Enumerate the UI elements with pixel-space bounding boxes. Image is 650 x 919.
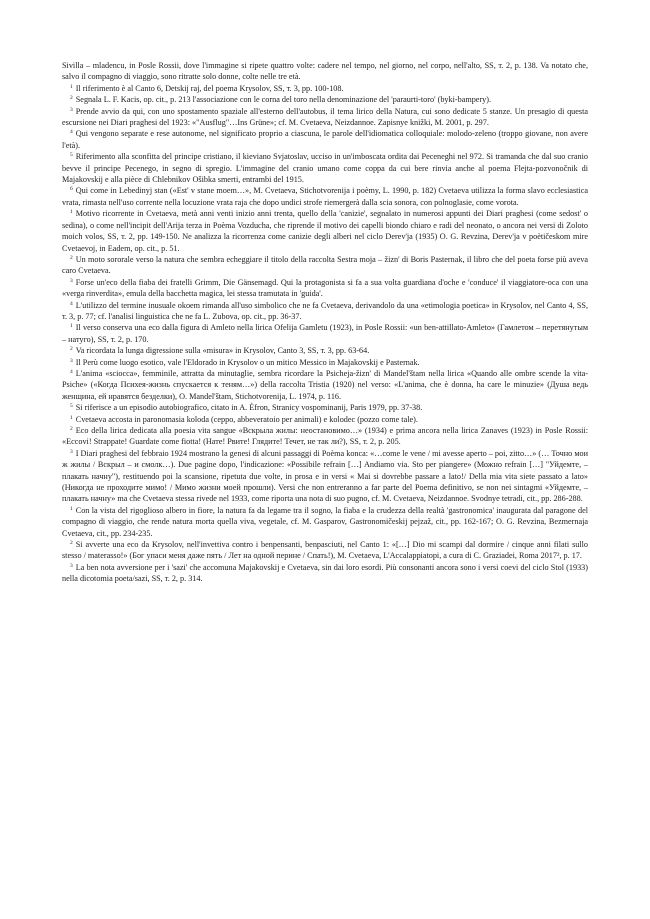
footnote-number: 3 <box>70 106 73 113</box>
footnote <box>62 208 588 254</box>
footnote-number: 6 <box>70 186 73 193</box>
footnote <box>62 151 588 185</box>
footnote <box>62 345 588 356</box>
footnote-text: Qui vengono separate e rese autonome, nel significato proprio a ciascuna, le parole dell'idiomatica colloquiale: molodo-zeleno (troppo giovane, non avere l'età). <box>62 129 588 150</box>
footnote <box>62 106 588 129</box>
footnote-number: 1 <box>70 83 73 90</box>
footnote-text: Prende avvio da qui, con uno spostamento spaziale all'esterno dell'autobus, il tema lirico della Natura, cui sono dedicate 5 stanze. Un presagio di questa escursione nei Diari praghesi del 1923: «"Ausflug"…Ins Grüne»; cf. M. Cvetaeva, Neizdannoe. Zapisnye knižki, M. 2001, p. 297. <box>62 106 588 128</box>
footnotes-page <box>62 60 588 585</box>
footnote-number: 5 <box>70 403 73 410</box>
footnote <box>62 357 588 368</box>
footnote-number: 2 <box>70 95 73 102</box>
footnote <box>62 185 588 208</box>
footnote-text: Il verso conserva una eco dalla figura di Amleto nella lirica Ofelija Gamletu (1923), in Posle Rossii: «un ben-attillato-Amleto» (Гамлетом – перетянутым – натуго), SS, т. 2, p. 170. <box>62 323 588 344</box>
footnote-number: 2 <box>70 254 73 261</box>
footnote-number: 4 <box>70 129 73 136</box>
footnote-text: Un moto sororale verso la natura che sembra echeggiare il titolo della raccolta Sestra moja – žizn' di Boris Pasternak, il libro che del poeta forse più aveva caro Cvetaeva. <box>62 254 588 276</box>
footnote-text: Forse un'eco della fiaba dei fratelli Grimm, Die Gänsemagd. Qui la protagonista si fa a sua volta guardiana d'oche e 'conduce' il viaggiatore-oca con una «verga rinverdita», emula della bacchetta magica, lei stessa tramutata in 'guida'. <box>62 277 588 299</box>
footnote-text: Si riferisce a un episodio autobiografico, citato in A. Èfron, Stranicy vospominanij, Paris 1979, pp. 37-38. <box>75 403 423 413</box>
footnote <box>62 539 588 562</box>
footnote-text: Con la vista del rigoglioso albero in fiore, la natura fa da legame tra il sogno, la fiaba e la crudezza della realtà 'gastronomica' inaugurata dal paragone del compagno di viaggio, che rende natura morta quella viva, vegetale, cf. M. Gasparov, Gastronomičeskij pejzaž, cit., pp. 162-167; O. G. Revzina, Bezmernaja Cvetaeva, cit., pp. 234-235. <box>62 505 588 538</box>
footnote-number: 1 <box>70 323 73 330</box>
footnote-number: 2 <box>70 426 73 432</box>
footnote-text: I Diari praghesi del febbraio 1924 mostrano la genesi di alcuni passaggi di Poèma konca: «…come le vene / mi avesse aperto – poi, zitto…» (… Точно мои ж жилы / Вскрыл – и смолк…). Due pagine dopo, l'indicazione: «Possibile refrain […] Andiamo via. Sto per piangere» (Можно refrain […] "Уйдемте, – плакать начну"), restituendo poi la scansione, ripetuta due volte, in prosa e in versi « Mai si dovrebbe passare a lato!/ Della mia vita siete passato a lato» (Никогда не проходите мимо! / Мимо жизни моей прошли). Versi che non entreranno a far parte del Poema definitivo, se non nei sintagmi «Уйдемте, – плакать начну» ma che Cvetaeva stessa rivede nel 1933, come riporta una nota di suo pugno, cf. M. Cvetaeva, Neizdannoe. Svodnye tetradi, cit., pp. 286-288. <box>62 448 588 504</box>
footnote-text: La ben nota avversione per i 'sazi' che accomuna Majakovskij e Cvetaeva, sin dai loro esordi. Più consonanti ancora sono i versi coevi del ciclo Stol (1933) nella dicotomia poeta/sazi, SS, т. 2, p. 314. <box>62 562 588 584</box>
footnote-number: 1 <box>70 209 73 216</box>
footnote-text: Si avverte una eco da Krysolov, nell'invettiva contro i benpensanti, benpasciuti, nel Canto 1: «[…] Dio mi scampi dal dormire / cinque anni filati sullo stesso / materasso!» (Бог упаси меня даже пять / Лет на одной перине / Спать!), M. Cvetaeva, L'Accalappiatopi, a cura di C. Graziadei, Roma 2017², p. 17. <box>62 540 588 561</box>
footnote-number: 4 <box>70 368 73 375</box>
footnote-number: 3 <box>70 357 73 364</box>
footnote-number: 1 <box>70 414 73 421</box>
footnote-number: 3 <box>70 277 73 284</box>
footnote-number: 4 <box>70 300 73 307</box>
footnote-text: Riferimento alla sconfitta del principe cristiano, il kieviano Svjatoslav, ucciso in un'imboscata ordita dai Peceneghi nel 972. Si tramanda che dal suo cranio bevve il principe Pecenego, in segno di spregio. L'immagine del cranio umano come coppa da cui bere rinvia anche al poema Flejta-pozvonočnik di Majakovskij e alla pièce di Chlebnikov Ošibka smerti, entrambi del 1915. <box>62 152 588 185</box>
footnote <box>62 254 588 277</box>
footnote <box>62 94 588 105</box>
footnote <box>62 448 588 505</box>
footnote-text: Qui come in Lebedinyj stan («Est' v stane moem…», M. Cvetaeva, Stichotvorenija i poèmy, L. 1990, p. 182) Cvetaeva utilizza la forma slavo ecclesiastica vrata, rimasta nell'uso corrente nella locuzione vrata raja che dopo undici strofe riemergerà dalla scia sonora, con polnoglasie, come vorota. <box>62 186 588 207</box>
footnote <box>62 414 588 425</box>
footnote-text: Cvetaeva accosta in paronomasia koloda (ceppo, abbeveratoio per animali) e kolodec (pozzo come tale). <box>75 414 418 424</box>
footnote-list <box>62 83 588 585</box>
footnote-number: 5 <box>70 152 73 159</box>
footnote-text: Motivo ricorrente in Cvetaeva, metà anni venti inizio anni trenta, quello della 'canizie', segnalato in numerosi appunti dei Diari praghesi (come sedost' o sedina), o come nell'incipit dell'Arija terza in Poèma Vozducha, che riprende il motivo dei capelli biondo chiaro e radi del neonato, o ancora nei versi di Zoloto moich volos, SS, т. 2, pp. 149-150. Ne analizza la ricorrenza come canizie degli alberi nel ciclo Derev'ja (1935) O. G. Revzina, Derev'ja v poètičeskom mire Cvetaevoj, in Eadem, op. cit., p. 51. <box>62 209 588 253</box>
footnote-text: Eco della lirica dedicata alla poesia vita sangue «Вскрыла жилы: неостановимо…» (1934) e prima ancora nella lirica Zanaves (1923) in Posle Rossii: «Eccovi! Strappate! Guardate come fiotta! (Нате! Рвите! Глядите! Течет, не так ли?), SS, т. 2, p. 205. <box>62 426 588 447</box>
footnote <box>62 505 588 539</box>
footnote-text: Va ricordata la lunga digressione sulla «misura» in Krysolov, Canto 3, SS, т. 3, pp. 63-64. <box>75 346 370 356</box>
footnote <box>62 277 588 300</box>
footnote-number: 2 <box>70 540 73 547</box>
footnote-number: 2 <box>70 346 73 353</box>
footnote-text: L'anima «sciocca», femminile, attratta da minutaglie, sembra ricordare la Psicheja-žizn' di Mandel'štam nella lirica «Quando alle ombre scende la vita-Psiche» («Когда Психея-жизнь спускается к теням…») della raccolta Tristia (1920) nel verso: «L'anima, che è donna, ha care le minuzie» (Душа ведь женщина, ей нравятся безделки), O. Mandel'štam, Stichotvorenija, L. 1974, p. 116. <box>62 368 588 401</box>
footnote <box>62 562 588 585</box>
footnote-continuation: Sivilla – mladenсu, in Posle Rossii, dove l'immagine si ripete quattro volte: cadere nel tempo, nel giorno, nel corpo, nell'alto, SS, т. 2, p. 138. Va notato che, salvo il compagno di viaggio, sono ritratte solo donne, colte nelle tre età. <box>62 61 588 82</box>
footnote <box>62 402 588 413</box>
footnote <box>62 300 588 323</box>
footnote <box>62 322 588 345</box>
footnote-text: Segnala L. F. Kacis, op. cit., p. 213 l'associazione con le corna del toro nella denominazione del 'paraurti-toro' (byki-bampery). <box>75 95 492 105</box>
footnote-number: 3 <box>70 448 73 455</box>
footnote-number: 3 <box>70 562 73 569</box>
footnote-number: 1 <box>70 505 73 512</box>
footnote-text: Il Perù come luogo esotico, vale l'Eldorado in Krysolov o un mitico Messico in Majakovskij e Pasternak. <box>75 357 420 367</box>
footnote-text: L'utilizzo del termine inusuale okoem rimanda all'uso simbolico che ne fa Cvetaeva, derivandolo da una «etimologia poetica» in Krysolov, nel Canto 4, SS, т. 3, p. 77; cf. l'analisi linguistica che ne fa L. Zubova, op. cit., pp. 36-37. <box>62 300 588 321</box>
footnote <box>62 368 588 402</box>
footnote <box>62 128 588 151</box>
footnote <box>62 83 588 94</box>
footnote <box>62 425 588 448</box>
footnote-text: Il riferimento è al Canto 6, Detskij raj, del poema Krysolov, SS, т. 3, pp. 100-108. <box>75 83 344 93</box>
